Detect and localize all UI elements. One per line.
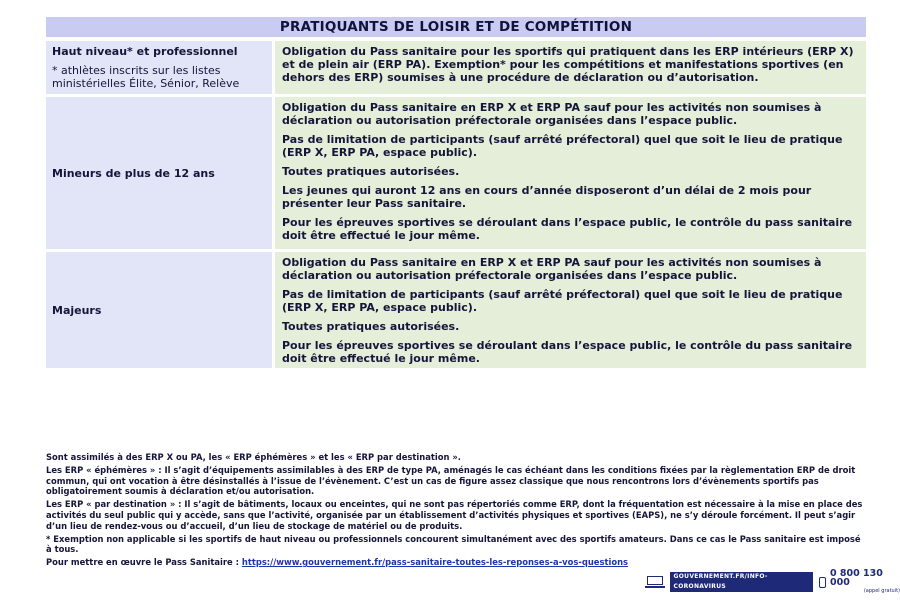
table-title: PRATIQUANTS DE LOISIR ET DE COMPÉTITION xyxy=(46,17,866,37)
pass-sanitaire-link[interactable]: https://www.gouvernement.fr/pass-sanitaire-toutes-les-reponses-a-vos-questions xyxy=(241,557,629,568)
row-paragraph: Toutes pratiques autorisées. xyxy=(282,165,460,178)
link-prefix: Pour mettre en œuvre le Pass Sanitaire : xyxy=(46,557,242,568)
row-paragraph: Obligation du Pass sanitaire pour les sportifs qui pratiquent dans les ERP intérieurs (ERP X) et de plein air (ERP PA). Exemption* pour les compétitions et manifestations sportives (en dehors des ERP) soumises à une procédure de déclaration ou d’autorisation. xyxy=(282,45,854,84)
row-paragraph: Pas de limitation de participants (sauf arrêté préfectoral) quel que soit le lieu de pratique (ERP X, ERP PA, espace public). xyxy=(282,133,843,159)
row-label: Haut niveau* et professionnel xyxy=(52,45,238,58)
table-row-majeurs xyxy=(46,252,866,368)
row-paragraph: Toutes pratiques autorisées. xyxy=(282,320,460,333)
row-label-cell xyxy=(46,97,272,249)
row-paragraph: Pour les épreuves sportives se déroulant dans l’espace public, le contrôle du pass sanitaire doit être effectué le jour même. xyxy=(282,216,853,242)
row-paragraph: Obligation du Pass sanitaire en ERP X et ERP PA sauf pour les activités non soumises à déclaration ou autorisation préfectorale organisées dans l’espace public. xyxy=(282,256,822,282)
gouvernement-url-badge[interactable]: GOUVERNEMENT.FR/INFO-CORONAVIRUS xyxy=(670,572,814,592)
row-paragraph: Pour les épreuves sportives se déroulant dans l’espace public, le contrôle du pass sanitaire doit être effectué le jour même. xyxy=(282,339,853,365)
footnote-exemption: * Exemption non applicable si les sportifs de haut niveau ou professionnels concourent simultanément avec des sportifs amateurs. Dans ce cas le Pass sanitaire est imposé à tous. xyxy=(46,533,861,555)
table-row-mineurs xyxy=(46,97,866,249)
row-content-cell xyxy=(275,41,866,94)
footnote-par-destination: Les ERP « par destination » : Il s’agit de bâtiments, locaux ou enceintes, qui ne sont pas répertoriés comme ERP, dont la fréquentation est nécessaire à la mise en place des activités du seul public qui y accède, sans que l’activité, organisée par un établissement d’activités physiques et sportives (EAPS), ne s’y déroule forcément. Il peut s’agir d’un lieu de rendez-vous ou d’accueil, d’un lieu de stockage de matériel ou de produits. xyxy=(46,499,863,531)
footnotes xyxy=(46,452,866,570)
phone-icon xyxy=(819,577,826,588)
row-label: Mineurs de plus de 12 ans xyxy=(52,166,215,180)
row-content-cell xyxy=(275,252,866,368)
table-row-haut-niveau xyxy=(46,41,866,94)
laptop-icon xyxy=(645,576,664,588)
footnote-ephemeres: Les ERP « éphémères » : Il s’agit d’équipements assimilables à des ERP de type PA, aménagés le cas échéant dans les conditions fixées par la règlementation ERP de droit commun, qui ont vocation à être désinstallés à l’issue de l’évènement. C’est un cas de figure assez classique que nous rencontrons lors d’évènements sportifs pas obligatoirement soumis à déclaration et/ou autorisation. xyxy=(46,464,856,497)
hotline-note: (appel gratuit) xyxy=(863,587,900,594)
hotline xyxy=(819,569,900,596)
row-label-cell xyxy=(46,41,272,94)
row-label: Majeurs xyxy=(52,303,102,317)
row-label-note: * athlètes inscrits sur les listes ministérielles Élite, Sénior, Relève xyxy=(52,64,240,90)
row-content-cell xyxy=(275,97,866,249)
row-paragraph: Obligation du Pass sanitaire en ERP X et ERP PA sauf pour les activités non soumises à déclaration ou autorisation préfectorale organisées dans l’espace public. xyxy=(282,101,822,127)
row-paragraph: Les jeunes qui auront 12 ans en cours d’année disposeront d’un délai de 2 mois pour présenter leur Pass sanitaire. xyxy=(282,184,812,210)
footnote-assimiles: Sont assimilés à des ERP X ou PA, les « ERP éphémères » et les « ERP par destination ». xyxy=(46,452,461,462)
row-paragraph: Pas de limitation de participants (sauf arrêté préfectoral) quel que soit le lieu de pratique (ERP X, ERP PA, espace public). xyxy=(282,288,843,314)
footnote-link-line xyxy=(46,557,866,568)
hotline-number: 0 800 130 000 xyxy=(830,567,883,588)
government-contact-bar xyxy=(645,567,900,594)
row-label-cell xyxy=(46,252,272,368)
